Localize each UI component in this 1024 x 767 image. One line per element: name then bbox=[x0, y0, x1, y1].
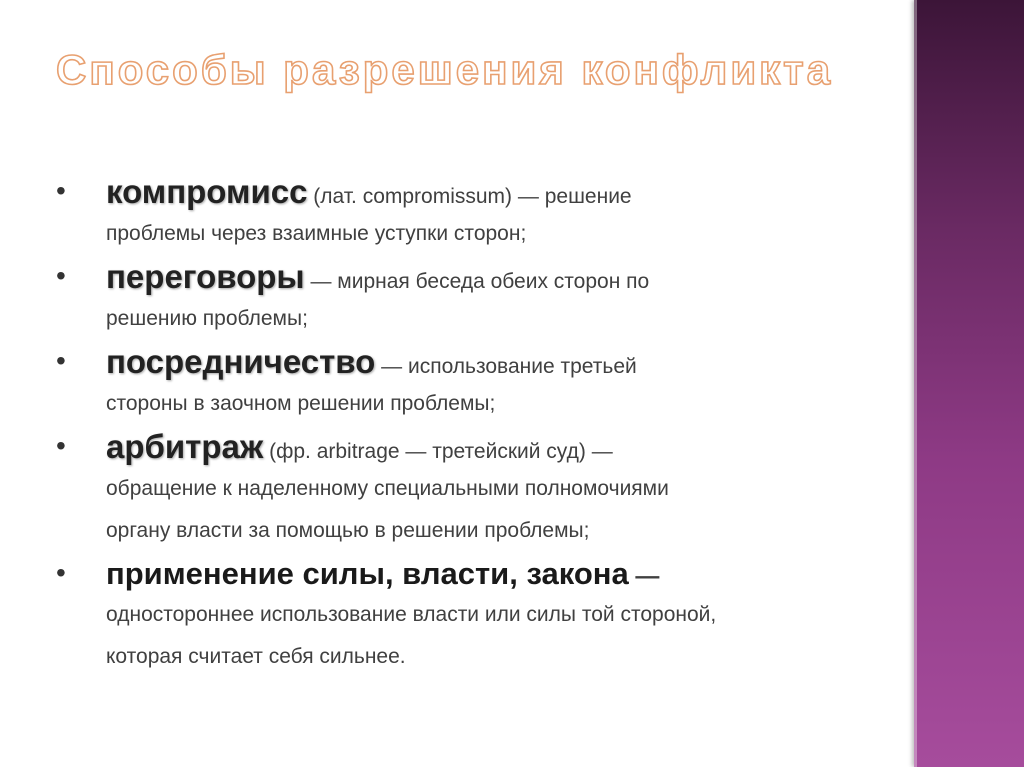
definition-line: органу власти за помощью в решении проблемы; bbox=[106, 519, 590, 542]
definition-start: — мирная беседа обеих сторон по bbox=[304, 270, 650, 293]
definition-line: обращение к наделенному специальными полномочиями bbox=[106, 477, 669, 500]
term: посредничество bbox=[106, 343, 376, 380]
list-item-negotiations bbox=[56, 257, 876, 334]
decorative-side-panel bbox=[914, 0, 1024, 767]
bullet-icon: • bbox=[56, 557, 66, 588]
list-item-compromise bbox=[56, 172, 876, 249]
list-item-arbitration bbox=[56, 427, 876, 546]
list-item-use-of-force bbox=[56, 554, 876, 672]
definition-start: — использование третьей bbox=[375, 355, 637, 378]
bullet-icon: • bbox=[56, 260, 66, 291]
slide-title: Способы разрешения конфликта bbox=[56, 46, 834, 93]
list-item-mediation bbox=[56, 342, 876, 419]
definition-line: решению проблемы; bbox=[106, 307, 308, 330]
definition-start: (лат. compromissum) — решение bbox=[307, 185, 632, 208]
definition-line: проблемы через взаимные уступки сторон; bbox=[106, 222, 527, 245]
bullet-icon: • bbox=[56, 175, 66, 206]
term: переговоры bbox=[106, 258, 305, 295]
definition-start: — bbox=[628, 563, 660, 590]
definition-line: которая считает себя сильнее. bbox=[106, 645, 406, 668]
definition-line: одностороннее использование власти или силы той стороной, bbox=[106, 603, 717, 626]
term: компромисс bbox=[106, 173, 308, 210]
bullet-icon: • bbox=[56, 345, 66, 376]
term: применение силы, власти, закона bbox=[106, 556, 629, 591]
definition-start: (фр. arbitrage — третейский суд) — bbox=[263, 440, 613, 463]
term: арбитраж bbox=[106, 428, 264, 465]
methods-list bbox=[56, 172, 876, 680]
bullet-icon: • bbox=[56, 430, 66, 461]
definition-line: стороны в заочном решении проблемы; bbox=[106, 392, 496, 415]
